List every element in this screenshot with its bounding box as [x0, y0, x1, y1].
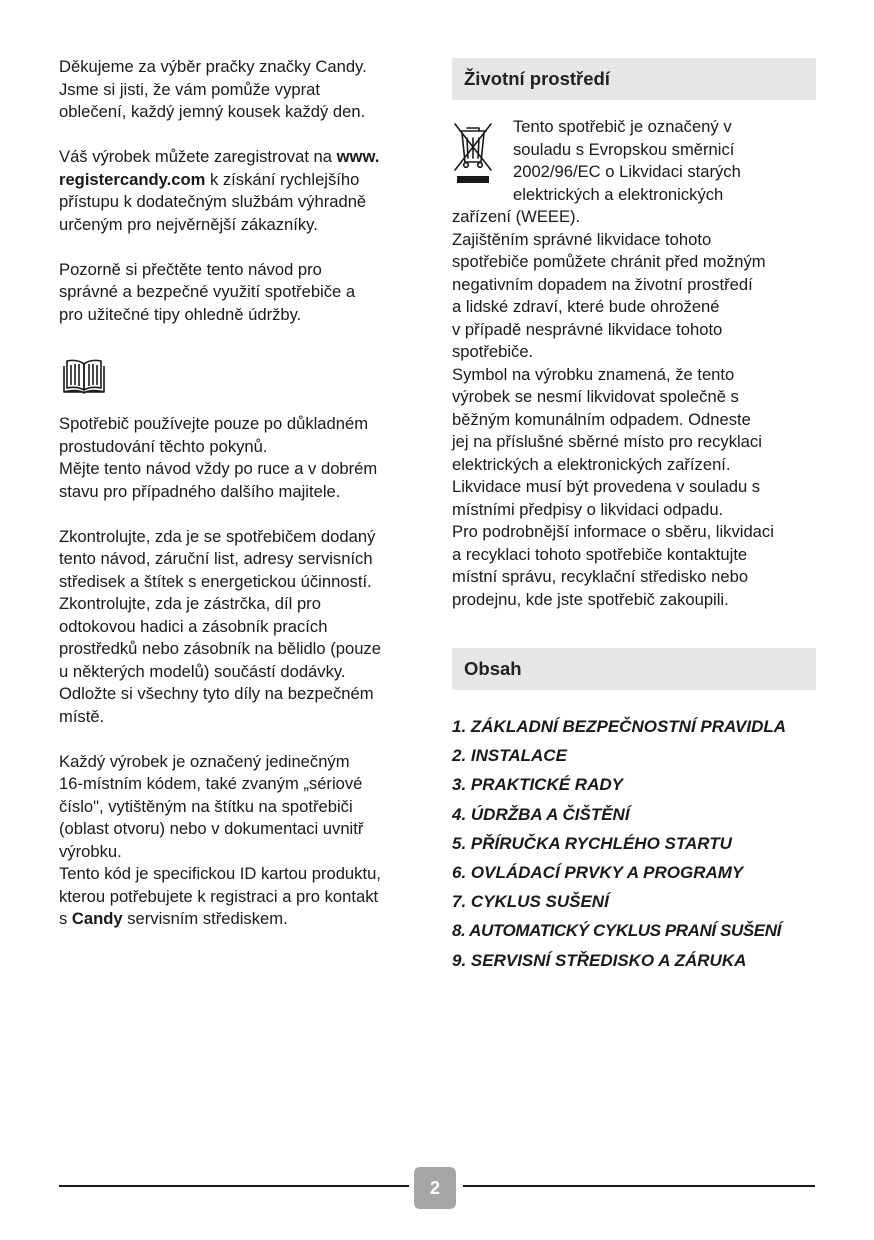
text-line: a lidské zdraví, které bude ohrožené [452, 297, 720, 316]
page-number-badge: 2 [414, 1167, 456, 1209]
text-line: běžným komunálním odpadem. Odneste [452, 409, 751, 429]
text-line: jej na příslušné sběrné místo pro recyklaci [452, 432, 762, 451]
register-paragraph [59, 146, 429, 236]
text-line: souladu s Evropskou směrnicí [513, 139, 735, 159]
text-line: pro užitečné tipy ohledně údržby. [59, 304, 302, 324]
text-line: Jsme si jisti, že vám pomůže vyprat [59, 79, 320, 99]
text-line: prostředků nebo zásobník na bělidlo (pouze [59, 639, 381, 658]
text-line: Mějte tento návod vždy po ruce a v dobrém [59, 459, 378, 478]
text-line: Zkontrolujte, zda je se spotřebičem dodaný [59, 526, 376, 546]
intro-paragraph [59, 56, 429, 124]
text-line: Symbol na výrobku znamená, že tento [452, 364, 735, 384]
open-book-icon [62, 357, 106, 395]
text-line: elektrických a elektronických zařízení. [452, 454, 731, 474]
toc-item: 5. PŘÍRUČKA RYCHLÉHO STARTU [452, 833, 732, 853]
toc-item: 4. ÚDRŽBA A ČIŠTĚNÍ [452, 804, 630, 824]
text-line: místními předpisy o likvidaci odpadu. [452, 499, 724, 519]
text-line: určeným pro nejvěrnější zákazníky. [59, 214, 318, 234]
text-line: Likvidace musí být provedena v souladu s [452, 477, 761, 496]
text-line: středisek a štítek s energetickou účinností. [59, 571, 372, 591]
toc-item: 3. PRAKTICKÉ RADY [452, 775, 623, 795]
text-span: s [59, 909, 72, 928]
text-line: výrobek se nesmí likvidovat společně s [452, 387, 739, 406]
text-line: správné a bezpečné využití spotřebiče a [59, 282, 356, 301]
left-column [59, 56, 429, 931]
toc-item: 2. INSTALACE [452, 746, 567, 766]
text-line [59, 908, 429, 931]
text-line: u některých modelů) součástí dodávky. [59, 661, 346, 681]
text-line: prodejnu, kde jste spotřebič zakoupili. [452, 589, 729, 609]
text-line: Tento kód je specifickou ID kartou produktu, [59, 864, 381, 883]
check-paragraph [59, 526, 429, 729]
text-line: místě. [59, 706, 105, 726]
text-line: 2002/96/EC o Likvidaci starých [513, 162, 741, 181]
text-span: servisním střediskem. [122, 909, 288, 928]
text-line: výrobku. [59, 841, 122, 861]
text-line: negativním dopadem na životní prostředí [452, 274, 753, 294]
register-url-part2: registercandy.com [59, 169, 206, 189]
contents-section-header: Obsah [452, 648, 816, 690]
text-line: Zajištěním správné likvidace tohoto [452, 229, 712, 249]
text-line: Pozorně si přečtěte tento návod pro [59, 259, 322, 279]
right-column [452, 58, 816, 975]
toc-item: 8. AUTOMATICKÝ CYKLUS PRANÍ SUŠENÍ [452, 921, 781, 941]
text-line: stavu pro případného dalšího majitele. [59, 481, 341, 501]
text-line: zařízení (WEEE). [452, 207, 581, 226]
text-line: tento návod, záruční list, adresy servisních [59, 549, 373, 568]
text-line: prostudování těchto pokynů. [59, 436, 268, 456]
text-span: k získání rychlejšího [205, 169, 360, 189]
register-url-part1: www. [336, 147, 380, 166]
table-of-contents [452, 712, 816, 975]
text-line [59, 146, 429, 169]
toc-item: 9. SERVISNÍ STŘEDISKO A ZÁRUKA [452, 950, 747, 970]
text-line [59, 169, 429, 192]
toc-item: 1. ZÁKLADNÍ BEZPEČNOSTNÍ PRAVIDLA [452, 717, 787, 736]
serial-paragraph [59, 751, 429, 931]
text-span: Váš výrobek můžete zaregistrovat na [59, 147, 337, 166]
text-line: Odložte si všechny tyto díly na bezpečném [59, 684, 374, 703]
text-line: Každý výrobek je označený jedinečným [59, 751, 350, 771]
text-line: elektrických a elektronických [513, 184, 724, 204]
toc-item: 7. CYKLUS SUŠENÍ [452, 892, 609, 912]
text-line: Pro podrobnější informace o sběru, likvidaci [452, 522, 774, 541]
text-line: spotřebiče. [452, 342, 534, 361]
text-line: Děkujeme za výběr pračky značky Candy. [59, 57, 367, 76]
environment-section-header: Životní prostředí [452, 58, 816, 100]
brand-name: Candy [71, 909, 123, 928]
text-line: v případě nesprávné likvidace tohoto [452, 319, 723, 339]
text-line: číslo", vytištěným na štítku na spotřebiči [59, 796, 353, 816]
crossed-out-bin-icon [452, 120, 494, 186]
text-line: odtokovou hadici a zásobník pracích [59, 616, 328, 636]
text-line: a recyklaci tohoto spotřebiče kontaktujte [452, 544, 748, 564]
text-line: Tento spotřebič je označený v [513, 117, 732, 136]
text-line: 16-místním kódem, také zvaným „sériové [59, 774, 363, 793]
read-manual-paragraph [59, 259, 429, 327]
text-line: Zkontrolujte, zda je zástrčka, díl pro [59, 594, 321, 613]
footer-rule-right [463, 1185, 815, 1187]
text-line: Spotřebič používejte pouze po důkladném [59, 414, 369, 433]
text-line: kterou potřebujete k registraci a pro kontakt [59, 886, 379, 906]
text-line: přístupu k dodatečným službám výhradně [59, 192, 367, 211]
weee-paragraph [452, 116, 816, 611]
text-line: místní správu, recyklační středisko nebo [452, 567, 749, 586]
text-line: (oblast otvoru) nebo v dokumentaci uvnitř [59, 819, 364, 838]
toc-item: 6. OVLÁDACÍ PRVKY A PROGRAMY [452, 863, 744, 883]
text-line: spotřebiče pomůžete chránit před možným [452, 252, 766, 271]
use-manual-paragraph [59, 413, 429, 503]
footer-rule-left [59, 1185, 409, 1187]
text-line: oblečení, každý jemný kousek každý den. [59, 102, 366, 121]
